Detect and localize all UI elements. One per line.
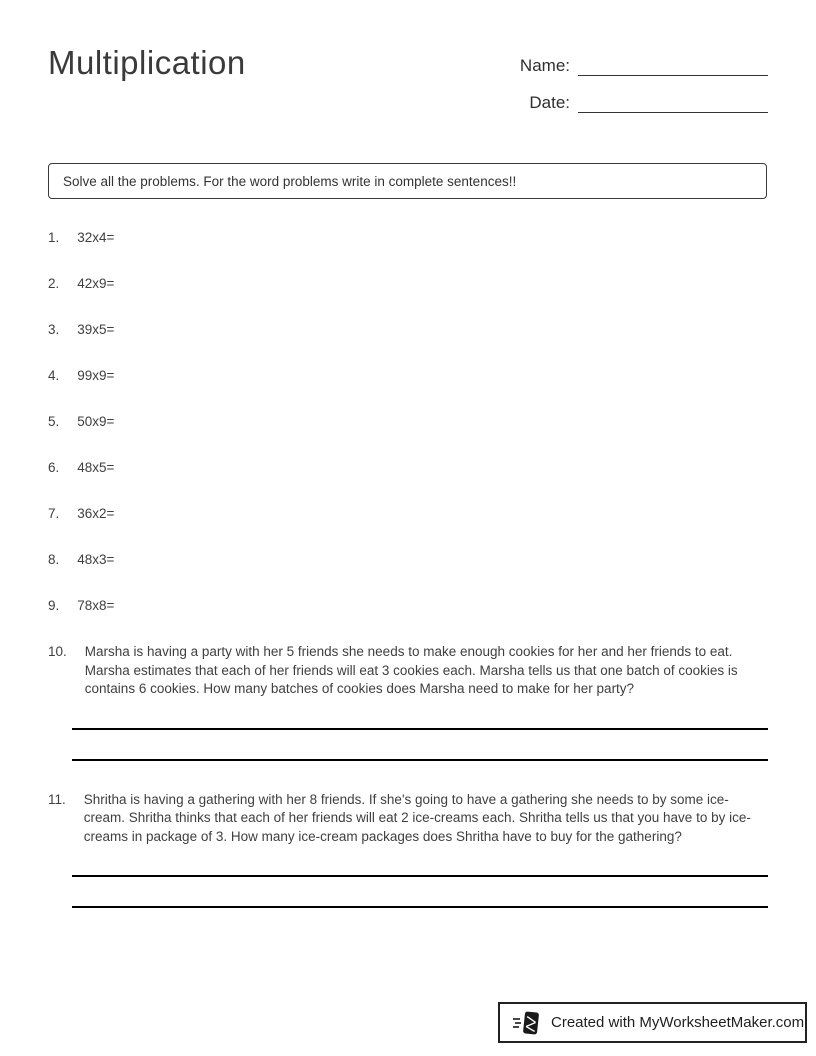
problem-number: 2.	[48, 276, 60, 291]
problem-text: 32x4=	[77, 230, 115, 245]
problem-number: 3.	[48, 322, 60, 337]
problem-text: 39x5=	[77, 322, 115, 337]
problem-number: 4.	[48, 368, 60, 383]
problem-number: 5.	[48, 414, 60, 429]
answer-blank-line	[72, 875, 768, 877]
problem-row	[48, 413, 768, 432]
footer-badge	[498, 1002, 807, 1043]
problem-text: 50x9=	[77, 414, 115, 429]
problem-row	[48, 367, 768, 386]
problem-row	[48, 791, 768, 847]
instructions-box	[48, 163, 767, 199]
problem-text: 48x5=	[77, 460, 115, 475]
answer-blank-line	[72, 759, 768, 761]
worksheet-maker-logo-icon	[512, 1008, 542, 1038]
name-row	[512, 52, 768, 76]
problem-list	[48, 229, 768, 908]
date-blank-line	[578, 89, 768, 113]
worksheet-header	[48, 44, 768, 113]
problem-number: 11.	[48, 791, 66, 807]
instructions-text: Solve all the problems. For the word problems write in complete sentences!!	[63, 173, 517, 189]
problem-text: 99x9=	[77, 368, 115, 383]
problem-row	[48, 321, 768, 340]
problem-row	[48, 275, 768, 294]
problem-number: 10.	[48, 644, 67, 659]
problem-text: 42x9=	[77, 276, 115, 291]
date-row	[512, 89, 768, 113]
problem-row	[48, 229, 768, 248]
date-label: Date:	[529, 92, 570, 112]
footer-text: Created with MyWorksheetMaker.com	[551, 1014, 805, 1031]
problem-number: 9.	[48, 598, 60, 613]
problem-row	[48, 505, 768, 524]
problem-row	[48, 643, 768, 699]
answer-blank-line	[72, 906, 768, 908]
problem-text: 48x3=	[77, 552, 115, 567]
answer-blank-line	[72, 728, 768, 730]
page-title: Multiplication	[48, 44, 246, 81]
problem-number: 8.	[48, 552, 60, 567]
problem-row	[48, 459, 768, 478]
problem-number: 6.	[48, 460, 60, 475]
problem-number: 1.	[48, 230, 60, 245]
problem-text: Marsha is having a party with her 5 friends she needs to make enough cookies for her and her friends to eat. Marsha estimates that each of her friends will eat 3 cookies each. Marsha tells us that one batch of cookies is contains 6 cookies. How many batches of cookies does Marsha need to make for her party?	[84, 644, 738, 696]
name-label: Name:	[519, 55, 570, 75]
problem-text: Shritha is having a gathering with her 8 friends. If she's going to have a gathering she needs to by some ice-cream. Shritha thinks that each of her friends will eat 2 ice-creams each. Shritha tells us that you have to by ice-creams in package of 3. How many ice-cream packages does Shritha have to buy for the gathering?	[83, 791, 751, 844]
problem-number: 7.	[48, 506, 60, 521]
problem-row	[48, 551, 768, 570]
name-blank-line	[578, 52, 768, 76]
problem-row	[48, 597, 768, 616]
problem-text: 78x8=	[77, 598, 115, 613]
name-date-block	[512, 44, 768, 113]
problem-text: 36x2=	[77, 506, 115, 521]
